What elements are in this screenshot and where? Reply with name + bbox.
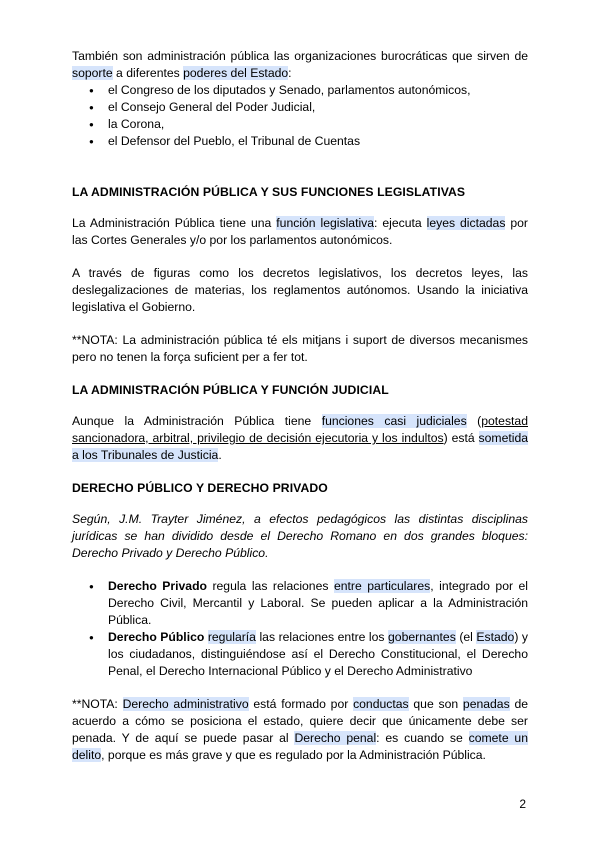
list-item: ● el Consejo General del Poder Judicial, <box>72 99 528 116</box>
highlight-sometida: sometida a los Tribunales de Justicia <box>72 431 528 462</box>
highlight-gobernantes: gobernantes <box>388 630 456 644</box>
organizations-list <box>72 82 528 150</box>
intro-text: También son administración pública las organizaciones burocráticas que sirven de <box>72 49 528 63</box>
heading-derecho-publico-privado: DERECHO PÚBLICO Y DERECHO PRIVADO <box>72 481 328 495</box>
highlight-derecho-administrativo: Derecho administrativo <box>122 697 249 711</box>
list-item: ● el Defensor del Pueblo, el Tribunal de Cuentas <box>72 133 528 150</box>
heading-funciones-legislativas: LA ADMINISTRACIÓN PÚBLICA Y SUS FUNCIONES LEGISLATIVAS <box>72 185 466 199</box>
derecho-list <box>72 578 528 680</box>
heading-funcion-judicial: LA ADMINISTRACIÓN PÚBLICA Y FUNCIÓN JUDICIAL <box>72 383 389 397</box>
list-item: ● la Corona, <box>72 116 528 133</box>
highlight-poderes: poderes del Estado <box>183 66 289 80</box>
term-derecho-privado: Derecho Privado <box>108 579 207 593</box>
highlight-penadas: penadas <box>462 697 510 711</box>
highlight-estado: Estado <box>476 630 515 644</box>
underlined-potestad: potestad sancionadora, arbitral, privilegio de decisión ejecutoria y los indultos <box>72 414 528 445</box>
list-item: ● el Congreso de los diputados y Senado, parlamentos autonómicos, <box>72 82 528 99</box>
note-mitjans: **NOTA: La administración pública té els mitjans i suport de diversos mecanismes pero no tenen la força suficient per a fer tot. <box>72 333 528 364</box>
paragraph-funcion-judicial: Aunque la Administración Pública tiene funciones casi judiciales (potestad sancionadora, arbitral, privilegio de decisión ejecutoria y los indultos) está sometida a los Tribunales de Justicia. <box>72 414 528 462</box>
quote-trayter: Según, J.M. Trayter Jiménez, a efectos pedagógicos las distintas disciplinas jurídicas se han dividido desde el Derecho Romano en dos grandes bloques: Derecho Privado y Derecho Público. <box>72 512 528 560</box>
highlight-funcion-legislativa: función legislativa <box>276 216 375 230</box>
list-item-derecho-privado: ● Derecho Privado regula las relaciones entre particulares, integrado por el Derecho Civil, Mercantil y Laboral. Se pueden aplicar a la Administración Pública. <box>72 578 528 629</box>
highlight-regularia: regularía <box>207 630 256 644</box>
highlight-soporte: soporte <box>72 66 113 80</box>
highlight-leyes-dictadas: leyes dictadas <box>426 216 506 230</box>
intro-paragraph: También son administración pública las organizaciones burocráticas que sirven de soporte a diferentes poderes del Estado: <box>72 49 528 80</box>
paragraph-funcion-legislativa: La Administración Pública tiene una función legislativa: ejecuta leyes dictadas por las Cortes Generales y/o por los parlamentos autonómicos. <box>72 216 528 247</box>
highlight-funciones-casi-judiciales: funciones casi judiciales <box>321 414 467 428</box>
paragraph-figuras: A través de figuras como los decretos legislativos, los decretos leyes, las deslegalizaciones de materias, los reglamentos autónomos. Usando la iniciativa legislativa el Gobierno. <box>72 266 528 314</box>
highlight-conductas: conductas <box>353 697 409 711</box>
note-derecho-administrativo: **NOTA: Derecho administrativo está formado por conductas que son penadas de acuerdo a cómo se posiciona el estado, quiere decir que únicamente debe ser penada. Y de aquí se puede pasar al Derecho penal: es cuando se comete un delito, porque es más grave y que es regulado por la Administración Pública. <box>72 697 529 762</box>
term-derecho-publico: Derecho Público <box>108 630 205 644</box>
page-number: 2 <box>519 797 526 811</box>
list-item-derecho-publico: ● Derecho Público regularía las relaciones entre los gobernantes (el Estado) y los ciudadanos, distinguiéndose así el Derecho Constitucional, el Derecho Penal, el Derecho Internacional Público y el Derecho Administrativo <box>72 629 528 680</box>
highlight-derecho-penal: Derecho penal <box>294 731 377 745</box>
highlight-entre-particulares: entre particulares <box>333 579 431 593</box>
highlight-comete-delito: comete un delito <box>72 731 528 762</box>
